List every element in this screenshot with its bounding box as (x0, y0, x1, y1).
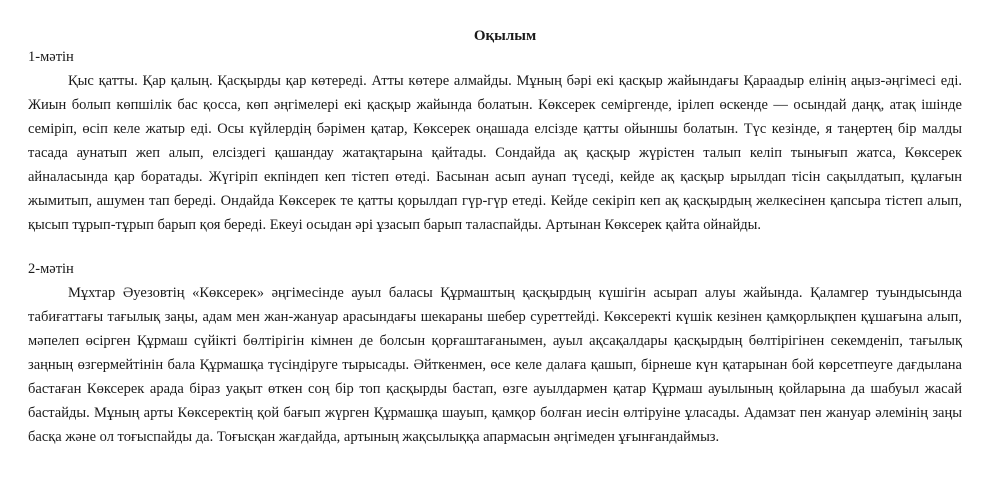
section-paragraph-1: Қыс қатты. Қар қалың. Қасқырды қар көтереді. Атты көтере алмайды. Мұның бәрі екі қасқыр жайындағы Қараадыр елінің аңыз-әңгімесі еді. Жиын болып көпшілік бас қосса, көп әңгімелері екі қасқыр жайында болатын. Көксерек семіргенде, ірілеп өскенде — осындай даңқ, атақ ішінде семіріп, өсіп келе жатыр еді. Осы күйлердің бәрімен қатар, Көксерек оңашада елсізде қатты ойыншы болатын. Түс кезінде, я таңертең бір малды тасада аунатып жеп алып, елсіздегі қашандау жатақтарына қайтады. Сондайда ақ қасқыр жүрістен талып келіп тынығып жатса, Көксерек айналасында қар боратады. Жүгіріп екпіндеп кеп тістеп өтеді. Басынан асып аунап түседі, кейде ақ қасқыр ырылдап тісін сақылдатып, құлағын жымитып, ашумен тап береді. Ондайда Көксерек те қатты қорылдап гүр-гүр етеді. Кейде секіріп кеп ақ қасқырдың желкесінен қапсыра тістеп алып, қысып тұрып-тұрып барып қоя береді. Екеуі осыдан әрі ұзасып барып таласпайды. Артынан Көксерек қайта ойнайды. (28, 73, 962, 233)
page-title: Оқылым (473, 28, 537, 44)
text-section-1 (28, 47, 962, 237)
section-label-1: 1-мәтін (28, 49, 74, 65)
section-label-2: 2-мәтін (28, 261, 74, 277)
text-section-2 (28, 259, 962, 449)
section-paragraph-2: Мұхтар Әуезовтің «Көксерек» әңгімесінде ауыл баласы Құрмаштың қасқырдың күшігін асырап алуы жайында. Қаламгер туындысында табиғаттағы тағылық заңы, адам мен жан-жануар арасындағы шекараны шебер суреттейді. Көксеректі күшік кезінен қамқорлықпен құшағына алып, мәпелеп өсірген Құрмаш сүйікті бөлтірігін кімнен де болсын қорғаштағанымен, ауыл ақсақалдары қасқырдың бөлтірігінен секемденіп, тағылық заңның өзгермейтінін бала Құрмашқа түсіндіруге тырысады. Әйткенмен, өсе келе далаға қашып, бірнеше күн қатарынан бой көрсетпеуге дағдылана бастаған Көксерек арада біраз уақыт өткен соң бір топ қасқырды бастап, өзге ауылдармен қатар Құрмаш ауылының қойларына да шабуыл жасай бастайды. Мұның арты Көксеректің қой бағып жүрген Құрмашқа шауып, қамқор болған иесін өлтіруіне ұласады. Адамзат пен жануар әлемінің заңы басқа және ол тоғыспайды да. Тоғысқан жағдайда, артының жақсылыққа апармасын әңгімеден ұғынғандаймыз. (28, 285, 962, 445)
